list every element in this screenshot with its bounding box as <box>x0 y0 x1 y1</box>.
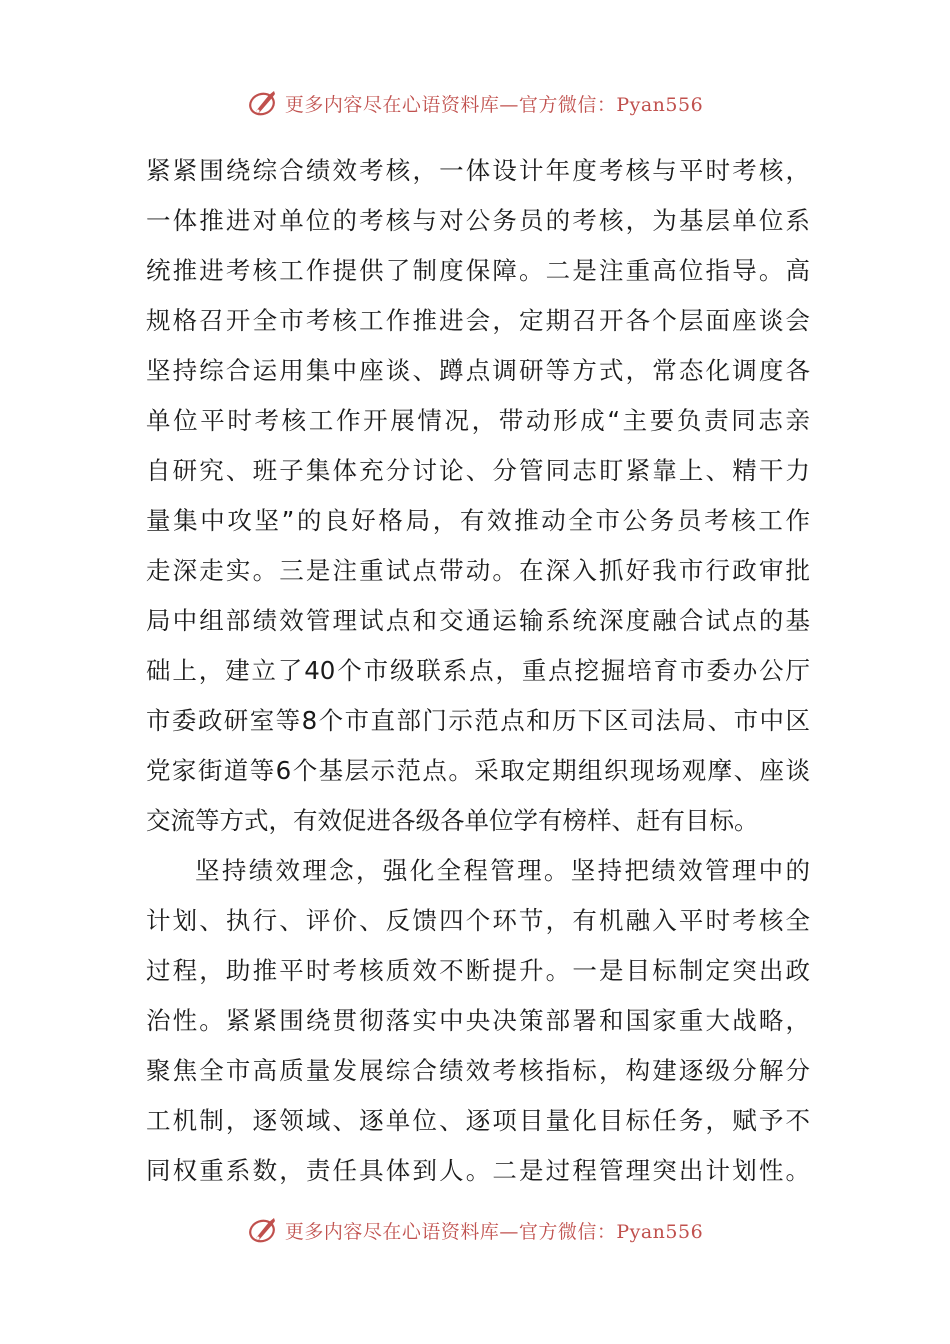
paragraph-end-line: 交流等方式，有效促进各级各单位学有榜样、赶有目标。 <box>146 806 759 835</box>
text-line: 走深走实。三是注重试点带动。在深入抓好我市行政审批 <box>146 556 810 585</box>
text-line: 聚焦全市高质量发展综合绩效考核指标，构建逐级分解分 <box>146 1056 810 1085</box>
header-watermark-text: 更多内容尽在心语资料库—官方微信：Pyan556 <box>284 93 704 116</box>
text-line: 单位平时考核工作开展情况，带动形成“主要负责同志亲 <box>146 406 810 435</box>
text-line: 坚持综合运用集中座谈、蹲点调研等方式，常态化调度各 <box>146 356 810 385</box>
text-line: 同权重系数，责任具体到人。二是过程管理突出计划性。 <box>146 1156 810 1185</box>
text-line: 计划、执行、评价、反馈四个环节，有机融入平时考核全 <box>146 906 810 935</box>
paragraph-start-line: 坚持绩效理念，强化全程管理。坚持把绩效管理中的 <box>195 856 810 885</box>
text-line: 统推进考核工作提供了制度保障。二是注重高位指导。高 <box>146 256 810 285</box>
document-body <box>146 146 810 1196</box>
pen-nib-logo-icon <box>247 87 279 119</box>
text-line: 规格召开全市考核工作推进会，定期召开各个层面座谈会 <box>146 306 810 335</box>
footer-watermark-text: 更多内容尽在心语资料库—官方微信：Pyan556 <box>284 1220 704 1243</box>
text-line: 党家街道等6个基层示范点。采取定期组织现场观摩、座谈 <box>146 756 810 785</box>
header-watermark-banner <box>0 83 950 123</box>
text-line: 工机制，逐领域、逐单位、逐项目量化目标任务，赋予不 <box>146 1106 810 1135</box>
text-line: 过程，助推平时考核质效不断提升。一是目标制定突出政 <box>146 956 810 985</box>
footer-watermark-banner <box>0 1210 950 1250</box>
text-line: 础上，建立了40个市级联系点，重点挖掘培育市委办公厅 <box>146 656 810 685</box>
text-line: 一体推进对单位的考核与对公务员的考核，为基层单位系 <box>146 206 810 235</box>
text-line: 治性。紧紧围绕贯彻落实中央决策部署和国家重大战略， <box>146 1006 810 1035</box>
text-line: 市委政研室等8个市直部门示范点和历下区司法局、市中区 <box>146 706 810 735</box>
text-line: 自研究、班子集体充分讨论、分管同志盯紧靠上、精干力 <box>146 456 810 485</box>
text-line: 局中组部绩效管理试点和交通运输系统深度融合试点的基 <box>146 606 810 635</box>
text-line: 量集中攻坚”的良好格局，有效推动全市公务员考核工作 <box>146 506 810 535</box>
text-line: 紧紧围绕综合绩效考核，一体设计年度考核与平时考核， <box>146 156 810 185</box>
pen-nib-logo-icon <box>247 1214 279 1246</box>
